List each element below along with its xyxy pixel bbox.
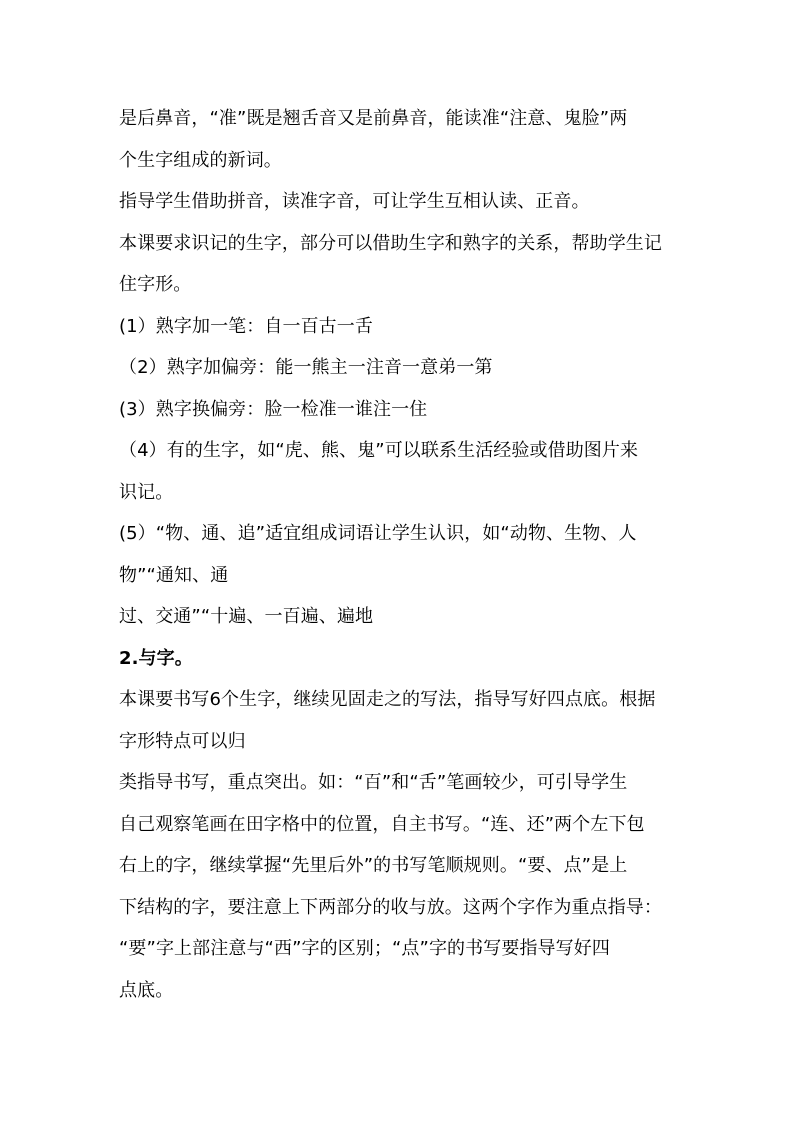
section-heading: 2.与字。 (119, 647, 193, 669)
text-line: “要”字上部注意与“西”字的区别；“点”字的书写要指导写好四 (119, 938, 610, 959)
text-line: 过、交通”“十遍、一百遍、遍地 (119, 606, 374, 627)
text-line: 下结构的字，要注意上下两部分的收与放。这两个字作为重点指导： (119, 896, 662, 918)
text-line: （4）有的生字，如“虎、熊、鬼”可以联系生活经验或借助图片来 (119, 440, 639, 461)
text-line: （2）熟字加偏旁：能一熊主一注音一意弟一第 (119, 357, 493, 378)
text-line: 物”“通知、通 (119, 564, 229, 586)
text-line: 个生字组成的新词。 (119, 149, 282, 171)
text-line: 点底。 (119, 979, 174, 1001)
text-line: 类指导书写，重点突出。如：“百”和“舌”笔画较少，可引导学生 (119, 772, 628, 793)
document-body (119, 104, 685, 1017)
text-line: 右上的字，继续掌握“先里后外”的书写笔顺规则。“要、点”是上 (119, 855, 628, 876)
text-line: 住字形。 (119, 274, 192, 295)
text-line: 识记。 (119, 481, 174, 503)
text-line: 字形特点可以归 (119, 730, 246, 752)
text-line: 自己观察笔画在田字格中的位置，自主书写。“连、还”两个左下包 (119, 813, 645, 835)
text-line: (5）“物、通、追”适宜组成词语让学生认识，如“动物、生物、人 (119, 523, 637, 544)
text-line: 本课要求识记的生字，部分可以借助生字和熟字的关系，帮助学生记 (119, 232, 662, 254)
text-line: (1）熟字加一笔：自一百古一舌 (119, 315, 373, 337)
text-line: (3）熟字换偏旁：脸一检准一谁注一住 (119, 398, 428, 420)
text-line: 本课要书写6个生字，继续见固走之的写法，指导写好四点底。根据 (119, 689, 656, 710)
text-line: 指导学生借助拼音，读准字音，可让学生互相认读、正音。 (119, 191, 590, 212)
text-line: 是后鼻音，“准”既是翘舌音又是前鼻音，能读准“注意、鬼脸”两 (119, 108, 628, 129)
